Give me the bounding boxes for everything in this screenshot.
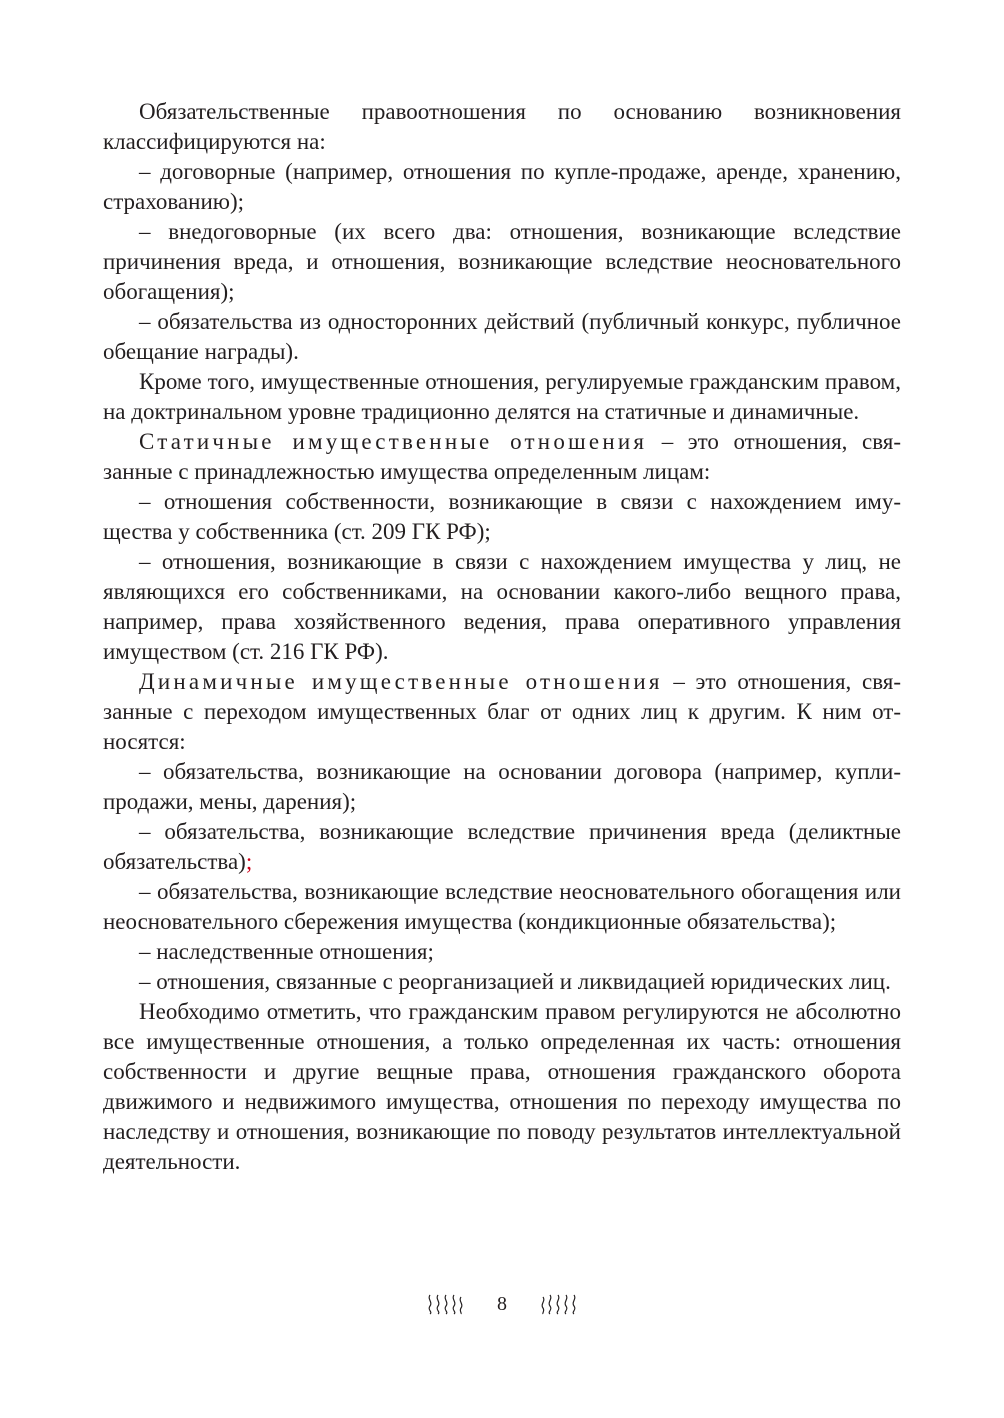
term-static: Статичные имущественные отношения — [139, 429, 648, 454]
list-item-text: – обязательства, возникающие вследствие причинения вреда (деликтные обязательства) — [103, 819, 901, 874]
list-item: – обязательства, возникающие на основании договора (например, купли-продажи, мены, дарения); — [103, 759, 901, 814]
list-item: – отношения собственности, возникающие в связи с нахождением имущества у собственника (ст. 209 ГК РФ); — [103, 489, 901, 544]
paragraph: Кроме того, имущественные отношения, регулируемые гражданским правом, на доктринальном уровне традиционно делятся на статичные и динамичные. — [103, 369, 901, 424]
red-semicolon: ; — [245, 849, 253, 874]
term-dynamic: Динамичные имущественные отношения — [139, 669, 663, 694]
list-item — [103, 817, 901, 877]
definition-text: – это отношения, связанные с принадлежностью имущества определенным лицам: — [103, 429, 902, 484]
paragraph: Обязательственные правоотношения по основанию возникновения классифицируются на: — [103, 99, 901, 154]
page-number: 8 — [497, 1292, 507, 1315]
list-item: – договорные (например, отношения по купле-продаже, аренде, хранению, страхованию); — [103, 159, 901, 214]
list-item: – наследственные отношения; — [139, 939, 434, 964]
page-footer — [0, 1292, 1004, 1322]
list-item: – отношения, возникающие в связи с нахождением имущества у лиц, не являющихся его собственниками, на основании какого-либо вещного права, например, права хозяйственного ведения, права оперативного управления имуществом (ст. 216 ГК РФ). — [103, 549, 901, 664]
paragraph — [103, 427, 901, 487]
wave-ornament-right-icon — [540, 1293, 578, 1315]
list-item: – внедоговорные (их всего два: отношения, возникающие вследствие причинения вреда, и отношения, возникающие вследствие неосновательного обогащения); — [103, 219, 901, 304]
paragraph — [103, 667, 901, 757]
paragraph: Необходимо отметить, что гражданским правом регулируются не абсолютно все имущественные отношения, а только определенная их часть: отношения собственности и другие вещные права, отношения гражданского оборота движимого и недвижимого имущества, отношения по переходу имущества по наследству и отношения, возникающие по поводу результатов интеллектуальной деятельности. — [103, 999, 901, 1174]
wave-ornament-left-icon — [426, 1293, 464, 1315]
definition-text: – это отношения, связанные с переходом имущественных благ от одних лиц к другим. К ним относятся: — [103, 669, 901, 754]
page-body — [103, 97, 901, 1177]
list-item: – обязательства, возникающие вследствие неосновательного обогащения или неосновательного сбережения имущества (кондикционные обязательства); — [103, 879, 901, 934]
list-item: – обязательства из односторонних действий (публичный конкурс, публичное обещание награды). — [103, 309, 901, 364]
list-item: – отношения, связанные с реорганизацией и ликвидацией юридических лиц. — [139, 969, 891, 994]
